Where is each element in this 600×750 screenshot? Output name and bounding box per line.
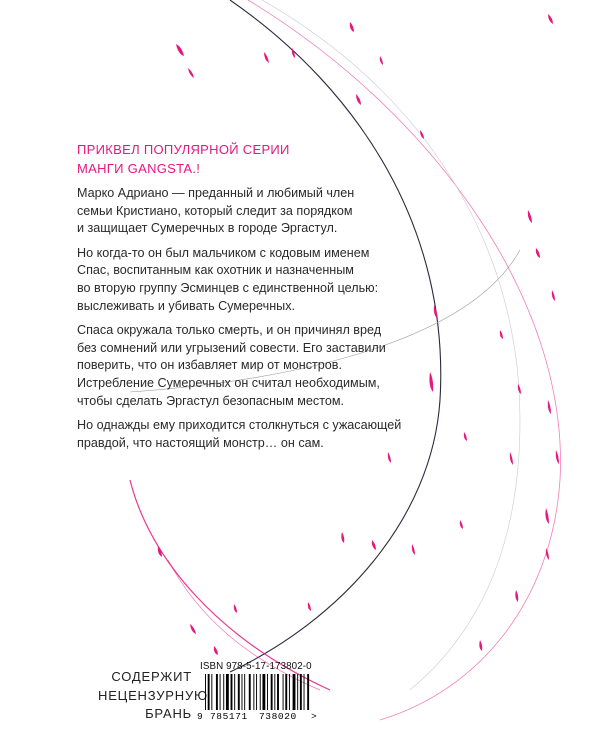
- headline: [77, 140, 407, 178]
- synopsis-paragraph: Но когда-то он был мальчиком с кодовым именем Спас, воспитанным как охотник и назначенным во вторую группу Эсминцев с единственной целью: выслеживать и убивать Сумеречных.: [77, 245, 379, 313]
- barcode-quiet-mark: >: [311, 711, 317, 720]
- headline-line: ПРИКВЕЛ ПОПУЛЯРНОЙ СЕРИИ: [77, 142, 290, 157]
- warning-line: НЕЦЕНЗУРНУЮ: [98, 687, 208, 703]
- barcode-block: [197, 661, 397, 720]
- isbn-number: ISBN 978-5-17-173802-0: [200, 661, 312, 672]
- arc-line: [130, 480, 330, 690]
- synopsis-paragraph: Спаса окружала только смерть, и он причинял вред без сомнений или угрызений совести. Его заставили поверить, что он избавляет мир от монстров. Истребление Сумеречных он считал необходимым, чтобы сделать Эргастул безопасным местом.: [77, 323, 386, 408]
- synopsis-paragraph: Марко Адриано — преданный и любимый член семьи Кристиано, который следит за порядком и защищает Сумеречных в городе Эргастул.: [77, 186, 355, 236]
- warning-line: БРАНЬ: [145, 706, 192, 721]
- warning-line: СОДЕРЖИТ: [111, 669, 192, 684]
- barcode-digits-right: 738020: [259, 711, 297, 720]
- synopsis: [77, 185, 447, 459]
- barcode-digit-first: 9: [197, 711, 203, 720]
- barcode-digits-left: 785171: [210, 711, 248, 720]
- synopsis-paragraph: Но однажды ему приходится столкнуться с ужасающей правдой, что настоящий монстр… он сам.: [77, 418, 402, 450]
- content-warning: [98, 668, 208, 724]
- headline-line: МАНГИ GANGSTA.!: [77, 161, 201, 176]
- barcode: [197, 674, 329, 720]
